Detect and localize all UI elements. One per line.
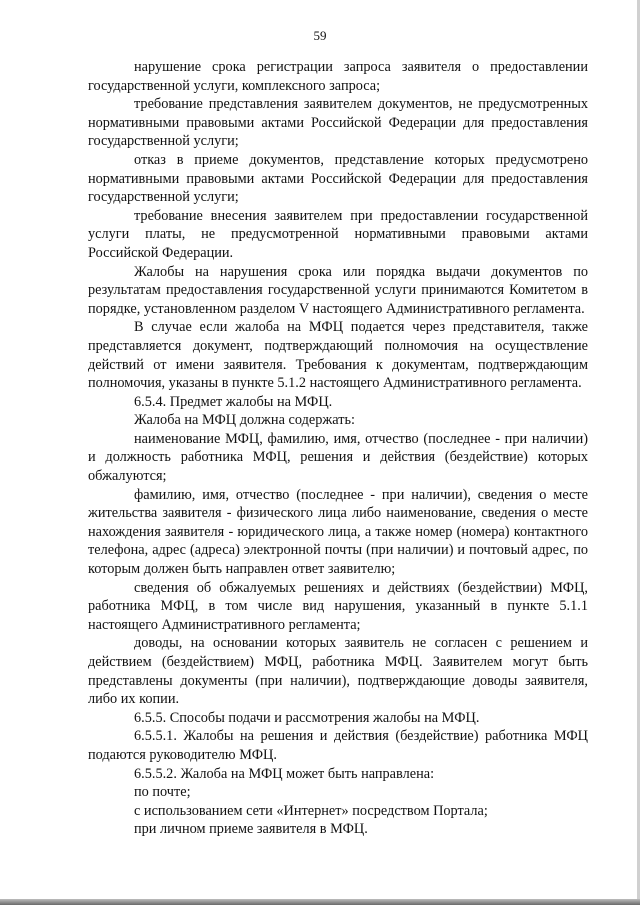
page-number: 59 bbox=[313, 28, 327, 43]
paragraph: доводы, на основании которых заявитель не согласен с решением и действием (бездействием) МФЦ, работника МФЦ. Заявителем могут быть представлены документы (при наличии), подтверждающие доводы заявителя, либо их копии. bbox=[88, 635, 588, 708]
section-heading: 6.5.4. Предмет жалобы на МФЦ. bbox=[134, 393, 333, 410]
paragraph: сведения об обжалуемых решениях и действиях (бездействии) МФЦ, работника МФЦ, в том числе вид нарушения, указанный в пункте 5.1.1 настоящего Административного регламента; bbox=[88, 579, 588, 633]
paragraph: Жалоба на МФЦ должна содержать: bbox=[134, 412, 355, 429]
list-item: с использованием сети «Интернет» посредством Портала; bbox=[134, 802, 488, 819]
list-item: по почте; bbox=[134, 784, 191, 801]
paragraph: 6.5.5.1. Жалобы на решения и действия (бездействие) работника МФЦ подаются руководителю МФЦ. bbox=[88, 728, 588, 763]
document-body bbox=[88, 58, 588, 839]
paragraph: отказ в приеме документов, представление которых предусмотрено нормативными правовыми актами Российской Федерации для предоставления государственной услуги; bbox=[88, 151, 588, 206]
paragraph: нарушение срока регистрации запроса заявителя о предоставлении государственной услуги, комплексного запроса; bbox=[88, 59, 588, 94]
paragraph: 6.5.5.2. Жалоба на МФЦ может быть направлена: bbox=[134, 765, 435, 782]
paragraph: В случае если жалоба на МФЦ подается через представителя, также представляется документ, подтверждающий полномочия на осуществление действий от имени заявителя. Требования к документам, подтверждающим полномочия, указаны в пункте 5.1.2 настоящего Административного регламента. bbox=[88, 319, 588, 392]
paragraph: Жалобы на нарушения срока или порядка выдачи документов по результатам предоставления государственной услуги принимаются Комитетом в порядке, установленном разделом V настоящего Административного регламента. bbox=[88, 263, 588, 317]
paragraph: фамилию, имя, отчество (последнее - при наличии), сведения о месте жительства заявителя - физического лица либо наименование, сведения о месте нахождения заявителя - юридического лица, а также номер (номера) контактного телефона, адрес (адреса) электронной почты (при наличии) и почтовый адрес, по которым должен быть направлен ответ заявителю; bbox=[88, 486, 588, 578]
paragraph: наименование МФЦ, фамилию, имя, отчество (последнее - при наличии) и должность работника МФЦ, решения и действия (бездействие) которых обжалуются; bbox=[88, 430, 588, 485]
scan-edge-bottom bbox=[0, 899, 640, 905]
section-heading: 6.5.5. Способы подачи и рассмотрения жалобы на МФЦ. bbox=[134, 709, 480, 726]
list-item: при личном приеме заявителя в МФЦ. bbox=[134, 821, 368, 838]
paragraph: требование внесения заявителем при предоставлении государственной услуги платы, не предусмотренной нормативными правовыми актами Российской Федерации. bbox=[88, 207, 588, 261]
paragraph: требование представления заявителем документов, не предусмотренных нормативными правовыми актами Российской Федерации для предоставления государственной услуги; bbox=[88, 96, 588, 150]
